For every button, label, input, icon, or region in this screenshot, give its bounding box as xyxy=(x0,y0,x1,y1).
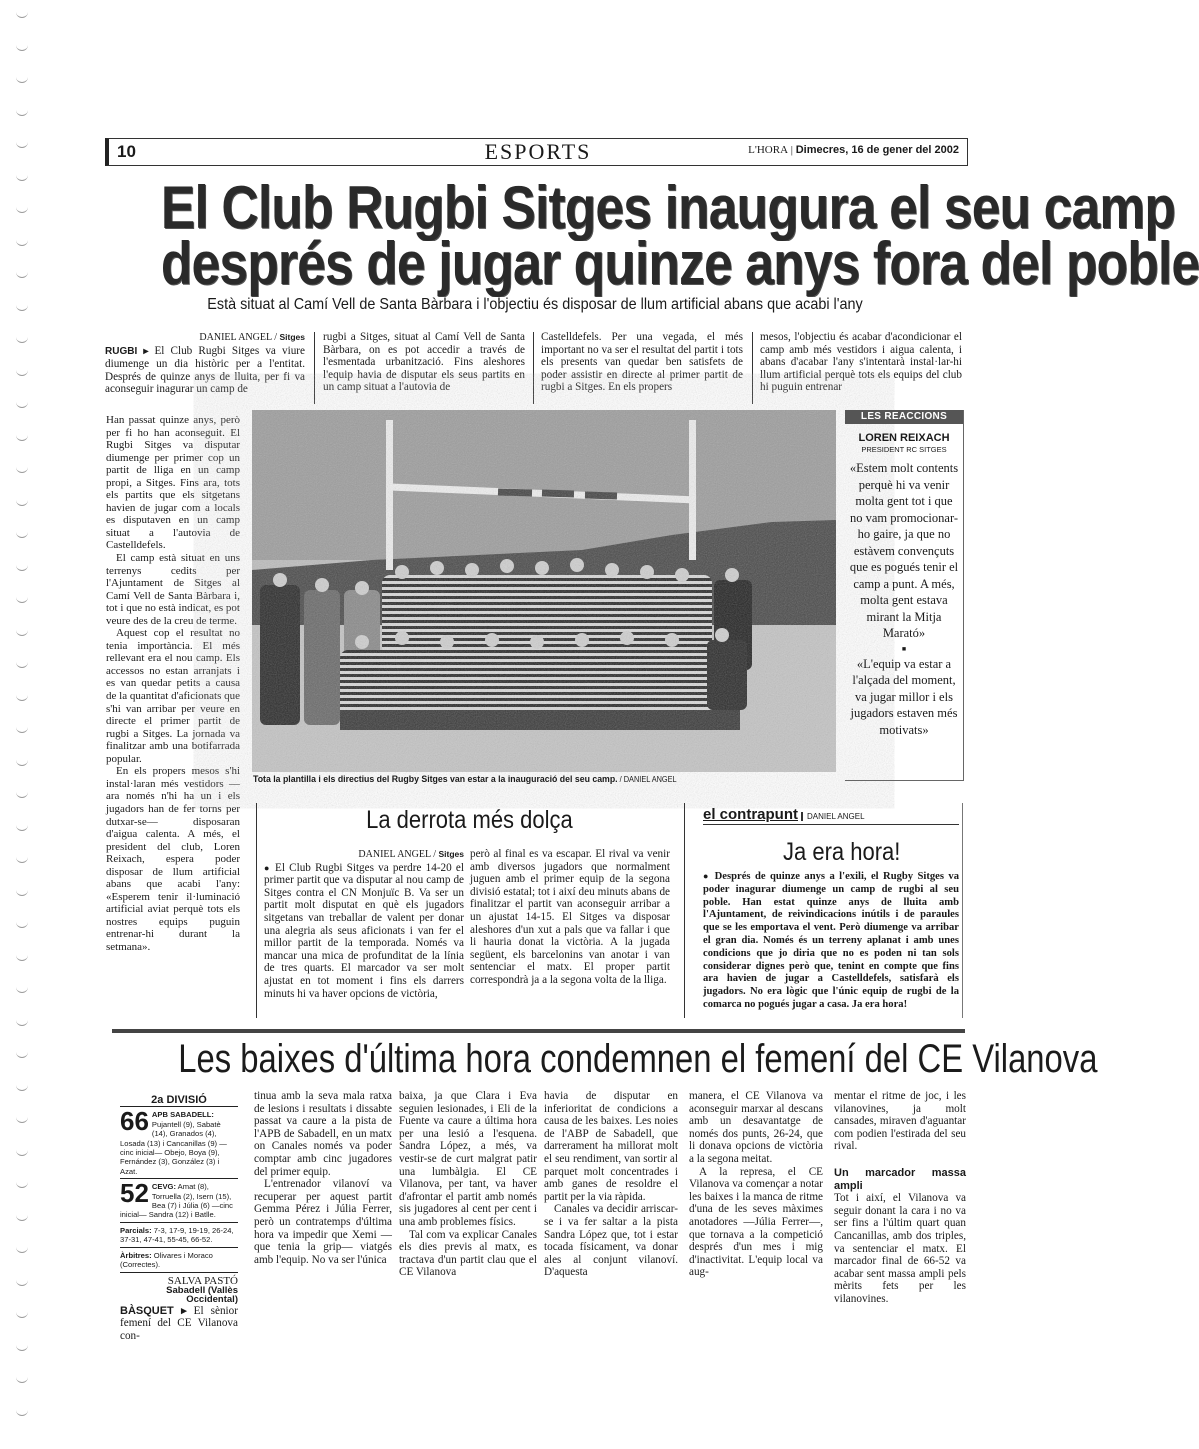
reactions-tab: LES REACCIONS xyxy=(845,410,963,424)
secondary-article-title: La derrota més dolça xyxy=(366,806,573,834)
article-text: mentar el ritme de joc, i les vilanovines, ja molt cansades, miraven d'aguantar com podien l'estirada del seu rival. xyxy=(834,1090,966,1153)
masthead xyxy=(748,144,959,156)
photo-caption xyxy=(253,774,791,785)
binding-hole xyxy=(16,1050,28,1058)
lead-column-1 xyxy=(105,331,305,396)
binding-hole xyxy=(16,1310,28,1318)
masthead-separator: | xyxy=(790,144,793,156)
away-players: Amat (8), Torruella (2), Isern (15), Bea (7) i Júlia (6) —cinc inicial— Sandra (12) i Batlle. xyxy=(120,1182,233,1220)
byline xyxy=(105,331,305,345)
results-division: 2a DIVISIÓ xyxy=(120,1096,238,1107)
article-text: manera, el CE Vilanova va aconseguir marxar al descans amb un desavantatge de només dos punts, 26-24, que li donava opcions de victòria a la segona meitat. xyxy=(689,1090,823,1165)
binding-hole xyxy=(16,498,28,506)
byline-place: Sitges xyxy=(279,332,305,342)
publication-name: L'HORA xyxy=(748,144,789,156)
binding-hole xyxy=(16,108,28,116)
basketball-col3 xyxy=(399,1090,537,1279)
binding-hole xyxy=(16,628,28,636)
article-text: però al final es va escapar. El rival va venir amb diversos jugadors que normalment juguen amb el primer equip de la segona divisió estatal; tot i així deu minuts abans de finalitzar el partit van aconseguir arribar a un ajustat 14-15. El Sitges va disposar aleshores d'un xut a pals que va fallar i que li hauria donat la victòria. A la jugada següent, els barcelonins van anotar i van sentenciar el matx. El proper partit correspondrà ja a la segona volta de la lliga. xyxy=(470,848,670,986)
binding-hole xyxy=(16,1180,28,1188)
binding-holes xyxy=(14,10,34,1440)
column-rule xyxy=(533,332,534,404)
bullet-icon: ● xyxy=(264,862,271,873)
binding-hole xyxy=(16,75,28,83)
caption-text: Tota la plantilla i els directius del Rugby Sitges van estar a la inauguració del seu camp. xyxy=(253,774,618,785)
home-team-name: APB SABADELL: xyxy=(151,1110,214,1120)
body-paragraph: Aquest cop el resultat no tenia importància. El més rellevant era el nou camp. Els accessos no estan arranjats i es van quedar petits a causa de la quantitat d'aficionats que s'hi van arribar per veure en directe el primer partit de rugbi a Sitges. La jornada va finalitzar amb una botifarrada popular. xyxy=(106,627,240,765)
article-text: Canales va decidir arriscar-se i va fer saltar a la pista Sandra López que, tot i estar tocada físicament, va donar ales al conjunt vilanoví. D'aquesta xyxy=(544,1203,678,1279)
opinion-body xyxy=(703,870,959,1012)
article-text: A la represa, el CE Vilanova va començar a notar les baixes i la manca de ritme d'una de les seves màximes anotadores —Júlia Ferrer—, que tornava a la competició després d'un mes i mig d'inactivitat. L'equip local va aug- xyxy=(689,1165,823,1279)
byline-place: Sitges xyxy=(438,849,464,859)
reaction-quote: «L'equip va estar a l'alçada del moment, va jugar millor i els jugadors estaven més motivats» xyxy=(850,656,958,737)
away-team-name: CEVG: xyxy=(151,1182,176,1192)
binding-hole xyxy=(16,1408,28,1416)
issue-date: Dimecres, 16 de gener del 2002 xyxy=(795,144,959,156)
article-text: Tot i així, el Vilanova va seguir donant la cara i no va ser fins a l'últim quart quan Cancanillas, amb dos triples, va sentenciar el matx. El marcador final de 66-52 va acabar sent massa ampli pels mèrits fets per les vilanovines. xyxy=(834,1192,966,1305)
binding-hole xyxy=(16,1375,28,1383)
binding-hole xyxy=(16,1213,28,1221)
basketball-place: Sabadell (Vallès Occidental) xyxy=(166,1284,238,1306)
binding-hole xyxy=(16,43,28,51)
column-rule xyxy=(684,803,685,1018)
binding-hole xyxy=(16,920,28,928)
basketball-headline: Les baixes d'última hora condemnen el femení del CE Vilanova xyxy=(178,1037,1098,1081)
binding-hole xyxy=(16,693,28,701)
opinion-title: Ja era hora! xyxy=(783,838,901,866)
binding-hole xyxy=(16,1115,28,1123)
binding-hole xyxy=(16,563,28,571)
binding-hole xyxy=(16,205,28,213)
lead-text: Castelldefels. Per una vegada, el més important no va ser el resultat del partit i tots els presents van quedar ben satisfets de poder assistir en directe al primer partit de rugbi a Sitges. En els propers xyxy=(541,331,743,394)
column-rule xyxy=(314,332,315,404)
lead-column-2 xyxy=(323,331,525,394)
referees-names: Olivares i Moraco (Correctes). xyxy=(120,1250,213,1270)
article-text: Tal com va explicar Canales els dies previs al matx, es tractava d'un partit clau que el CE Vilanova xyxy=(399,1228,537,1279)
section-kicker: BÀSQUET ▸ xyxy=(120,1304,187,1317)
basketball-col4 xyxy=(544,1090,678,1279)
page-header xyxy=(105,138,968,166)
binding-hole xyxy=(16,303,28,311)
partials xyxy=(120,1223,238,1248)
article-text: El Club Rugbi Sitges va perdre 14-20 el primer partit que va disputar al nou camp de Sitges contra el CN Monjuïc B. Va ser un partit molt disputat en què els jugadors sitgetans van treballar de valent per donar una alegria als seus aficionats i van fer el millor partit de la temporada. Només va mancar una mica de profunditat de la línia de tres quarts. El marcador va ser molt ajustat en tot moment i fins els darrers minuts hi va haver opcions de victòria, xyxy=(264,861,464,1000)
article-subheading: Un marcador massa ampli xyxy=(834,1166,966,1192)
quote-separator-icon: ■ xyxy=(901,644,907,653)
opinion-author: DANIEL ANGEL xyxy=(801,812,865,821)
binding-hole xyxy=(16,1018,28,1026)
binding-hole xyxy=(16,335,28,343)
binding-hole xyxy=(16,790,28,798)
page-number: 10 xyxy=(117,142,136,161)
basketball-author: SALVA PASTÓ xyxy=(167,1274,238,1287)
basketball-col6 xyxy=(834,1090,966,1306)
basketball-col2 xyxy=(254,1090,392,1266)
main-subheadline: Està situat al Camí Vell de Santa Bàrbara i l'objectiu és disposar de llum artificial abans que acabi l'any xyxy=(207,296,863,313)
binding-hole xyxy=(16,270,28,278)
binding-hole xyxy=(16,173,28,181)
basketball-col5 xyxy=(689,1090,823,1279)
column-rule xyxy=(256,803,257,1018)
opinion-column-name: el contrapunt xyxy=(703,806,799,823)
secondary-article-col1 xyxy=(264,848,464,1000)
binding-hole xyxy=(16,433,28,441)
body-paragraph: Han passat quinze anys, però per fi ho han aconseguit. El Rugbi Sitges va disputar diumenge per primer cop un partit de lliga en un camp propi, a Sitges. Fins ara, tots els partits que els sitgetans havien de jugar com a locals es disputaven en un camp situat a l'autovia de Castelldefels. xyxy=(106,414,240,552)
binding-hole xyxy=(16,855,28,863)
binding-hole xyxy=(16,368,28,376)
lead-text: rugbi a Sitges, situat al Camí Vell de Santa Bàrbara, on es pot accedir a través de l'esmentada urbanització. Fins aleshores l'equip havia de disputar els seus partits en un camp situat a l'autovia de xyxy=(323,331,525,394)
binding-hole xyxy=(16,238,28,246)
article-text: havia de disputar en inferioritat de condicions a causa de les baixes. Les noies de l'ABP de Sabadell, que darrerament ha millorat molt el seu rendiment, van sortir al parquet molt concentrades i amb ganes de resoldre el partit per la via ràpida. xyxy=(544,1090,678,1203)
byline xyxy=(264,848,464,862)
away-team-result xyxy=(120,1179,238,1223)
away-score: 52 xyxy=(120,1178,149,1209)
referees xyxy=(120,1248,238,1273)
partials-values: 7-3, 17-9, 19-19, 26-24, 37-31, 47-41, 55-45, 66-52. xyxy=(120,1225,234,1245)
photo-credit: / DANIEL ANGEL xyxy=(617,775,677,784)
home-score: 66 xyxy=(120,1106,149,1137)
binding-hole xyxy=(16,725,28,733)
binding-hole xyxy=(16,1245,28,1253)
home-players: Pujantell (9), Sabatè (14), Granados (4), Losada (13) i Cancanillas (9) —cinc inicial— Obejo, Boya (9), Fernández (3), González (3) i Azat. xyxy=(120,1119,227,1176)
reaction-quote: «Estem molt contents perquè hi va venir molta gent tot i que no vam promocionar-ho gaire, ja que no estàvem convençuts que es pogués tenir el camp a punt. A més, molta gent estava mirant la Mitja Marató» xyxy=(849,461,959,640)
binding-hole xyxy=(16,1343,28,1351)
binding-hole xyxy=(16,140,28,148)
article-text: baixa, ja que Clara i Eva seguien lesionades, i Eli de la Fuente va caure a última hora per una lesió a l'esquena. Sandra López, a més, va vestir-se de curt malgrat patir una lumbàlgia. El CE Vilanova, per tant, va haver d'afrontar el partit amb només sis jugadores al cent per cent i una amb problemes físics. xyxy=(399,1090,537,1228)
section-title: ESPORTS xyxy=(484,139,592,164)
binding-hole xyxy=(16,465,28,473)
binding-hole xyxy=(16,953,28,961)
binding-hole xyxy=(16,1148,28,1156)
body-paragraph: En els propers mesos s'hi instal·laran més vestidors —ara només n'hi ha un i els jugadors han de fer torns per dutxar-se— disposaran d'aigua calenta. A més, el president del club, Loren Reixach, espera poder disposar de llum artificial abans que acabi l'any: «Esperem tenir il·luminació artificial aviat perquè tots els nostres equips puguin entrenar-hi durant la setmana». xyxy=(106,765,240,953)
binding-hole xyxy=(16,888,28,896)
article-text: L'entrenador vilanoví va recuperar per aquest partit Gemma Pérez i Júlia Ferrer, però un contratemps d'última hora va impedir que Xemi —que tenia la grip— viatgés amb l'equip. No va ser l'única xyxy=(254,1178,392,1266)
binding-hole xyxy=(16,595,28,603)
binding-hole xyxy=(16,400,28,408)
column-rule xyxy=(962,803,963,1018)
reaction-person-name: LOREN REIXACH xyxy=(858,432,950,444)
section-kicker: RUGBI ▸ xyxy=(105,345,149,357)
binding-hole xyxy=(16,530,28,538)
basketball-lead xyxy=(120,1305,238,1343)
main-headline-line1: El Club Rugbi Sitges inaugura el seu camp xyxy=(160,174,1176,241)
column-rule xyxy=(752,332,753,404)
main-headline-line2: després de jugar quinze anys fora del poble xyxy=(160,230,1199,297)
binding-hole xyxy=(16,823,28,831)
referees-label: Àrbitres: xyxy=(120,1250,152,1260)
lead-text: El Club Rugbi Sitges va viure diumenge un dia històric per a l'entitat. Després de quinze anys de lluita, per fi va aconseguir inagurar un camp de xyxy=(105,344,305,396)
opinion-column-header xyxy=(703,806,959,825)
lead-column-3 xyxy=(541,331,743,394)
secondary-article-col2 xyxy=(470,848,670,987)
section-divider xyxy=(112,1029,965,1033)
reaction-person-role: PRESIDENT RC SITGES xyxy=(861,445,947,454)
team-photo xyxy=(252,410,836,772)
results-box xyxy=(120,1096,238,1343)
byline-author: DANIEL ANGEL / xyxy=(358,849,439,860)
team-photo-image xyxy=(252,410,836,772)
main-article-body xyxy=(106,414,240,954)
binding-hole xyxy=(16,1083,28,1091)
lead-text: mesos, l'objectiu és acabar d'acondicionar el camp amb més vestidors i aigua calenta, i abans d'acabar l'any s'intentarà instal·lar-hi llum artificial perquè tots els equips del club hi puguin entrenar xyxy=(760,331,962,394)
body-paragraph: El camp està situat en uns terrenys cedits per l'Ajuntament de Sitges al Camí Vell de Santa Bàrbara i, tot i que no està indicat, es pot veure des de la creu de terme. xyxy=(106,552,240,627)
lead-text: El sènior femení del CE Vilanova con- xyxy=(120,1304,238,1342)
binding-hole xyxy=(16,758,28,766)
byline-author: DANIEL ANGEL / xyxy=(199,332,280,343)
binding-hole xyxy=(16,985,28,993)
binding-hole xyxy=(16,10,28,18)
bullet-icon: ● xyxy=(703,871,711,881)
partials-label: Parcials: xyxy=(120,1225,152,1235)
binding-hole xyxy=(16,1278,28,1286)
lead-column-4 xyxy=(760,331,962,394)
reactions-box xyxy=(845,410,964,781)
article-text: tinua amb la seva mala ratxa de lesions i resultats i dissabte passat va caure a la pista de l'APB de Sabadell, en un matx on Canales només va poder comptar amb cinc jugadores del primer equip. xyxy=(254,1090,392,1178)
opinion-text: Després de quinze anys a l'exili, el Rugby Sitges va poder inagurar diumenge un camp de rugbi al seu poble. Han estat quinze anys de lluita amb l'Ajuntament, de reivindicacions inútils i de paraules que se les emportava el vent. Però diumenge va arribar el gran dia. Només és un terreny aplanat i amb unes condicions que jo diria que no es poden ni tan sols considerar dignes però que, tenint en compte que fins ara havien de jugar a Castelldefels, satisfarà els jugadors. No era lògic que l'únic equip de rugbi de la comarca no pogués jugar a casa. Ja era hora! xyxy=(703,871,960,1010)
binding-hole xyxy=(16,660,28,668)
home-team-result xyxy=(120,1107,238,1179)
